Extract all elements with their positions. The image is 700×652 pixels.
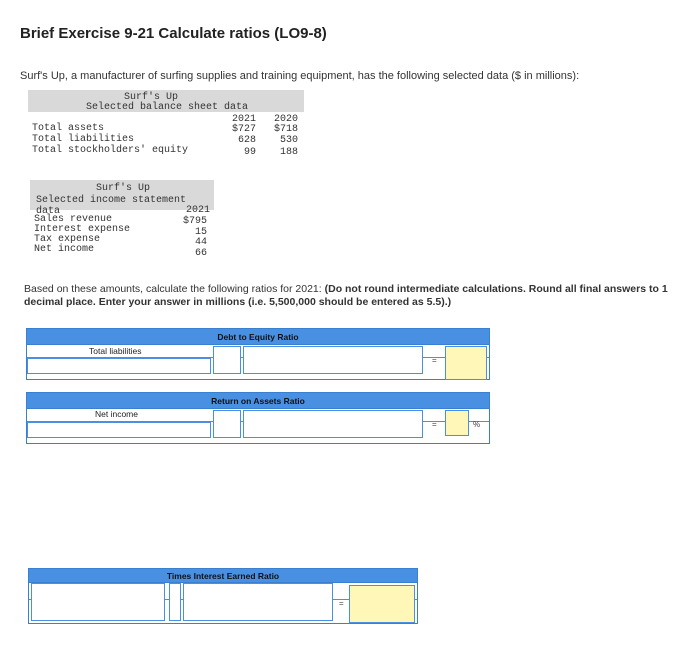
times-interest-earned-title: Times Interest Earned Ratio [29,569,417,583]
return-on-assets-denominator-input[interactable] [243,410,423,438]
return-on-assets-block [26,392,490,444]
intro-text: Surf's Up, a manufacturer of surfing supplies and training equipment, has the following selected data ($ in millions): [20,70,580,82]
income-row-label: Interest expense [34,224,131,235]
times-interest-earned-denominator-input[interactable] [183,583,333,621]
times-interest-earned-answer[interactable] [349,585,415,623]
debt-to-equity-block [26,328,490,380]
balance-row-2020: $718 [274,124,299,135]
income-row-2021: 15 [195,227,208,238]
balance-row-2020: 530 [280,135,299,146]
income-statement-table [30,180,214,262]
balance-caption: Selected balance sheet data [86,102,249,113]
income-row-2021: 66 [195,248,208,259]
balance-col-2020: 2020 [274,114,299,125]
income-row-label: Net income [34,244,95,255]
instructions-plain: Based on these amounts, calculate the following ratios for 2021: [24,283,325,295]
balance-row-2020: 188 [280,147,299,158]
income-col-2021: 2021 [186,205,211,216]
times-interest-earned-equals: = [339,599,344,608]
return-on-assets-spacer [213,410,241,438]
debt-to-equity-title: Debt to Equity Ratio [27,329,489,345]
balance-row-label: Total stockholders' equity [32,145,189,156]
times-interest-earned-block [28,568,418,624]
debt-to-equity-equals: = [432,356,437,365]
balance-row-2021: 99 [244,147,257,158]
page-title: Brief Exercise 9-21 Calculate ratios (LO9-8) [20,25,327,42]
balance-col-2021: 2021 [232,114,257,125]
debt-to-equity-denominator-input[interactable] [243,346,423,374]
balance-row-2021: $727 [232,124,257,135]
income-company-name: Surf's Up [96,183,151,194]
balance-sheet-table [28,90,304,160]
return-on-assets-equals: = [432,420,437,429]
income-caption: Selected income statement data [36,195,187,217]
balance-row-label: Total assets [32,123,105,134]
debt-to-equity-numerator-input[interactable] [27,358,211,374]
instructions [24,283,694,309]
income-row-label: Tax expense [34,234,101,245]
return-on-assets-answer[interactable] [445,410,469,436]
income-row-label: Sales revenue [34,214,113,225]
balance-company-name: Surf's Up [124,92,179,103]
instructions-bold: (Do not round intermediate calculations. Round all final answers to 1 decimal place. Enter your answer in millions (i.e. 5,500,000 should be entered as 5.5).) [24,283,668,308]
times-interest-earned-spacer [169,583,181,621]
debt-to-equity-numerator-label: Total liabilities [89,346,142,356]
balance-row-label: Total liabilities [32,134,135,145]
times-interest-earned-numerator-input[interactable] [31,583,165,621]
return-on-assets-title: Return on Assets Ratio [27,393,489,409]
income-row-2021: 44 [195,237,208,248]
balance-row-2021: 628 [238,135,257,146]
return-on-assets-numerator-label: Net income [95,409,138,419]
debt-to-equity-spacer [213,346,241,374]
income-row-2021: $795 [183,216,208,227]
debt-to-equity-answer[interactable] [445,346,487,380]
return-on-assets-numerator-input[interactable] [27,422,211,438]
percent-sign: % [473,420,481,429]
